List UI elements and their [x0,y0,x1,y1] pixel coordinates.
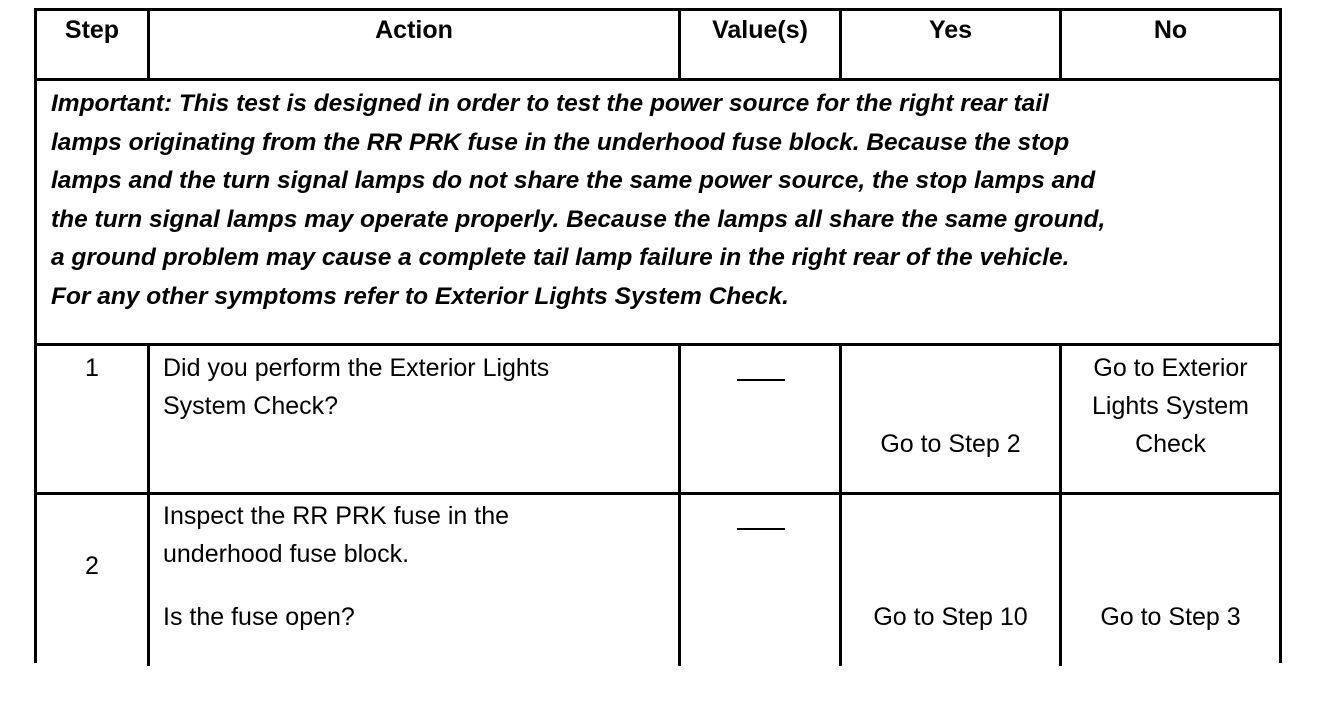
row2-step: 2 [85,552,99,580]
row1-yes: Go to Step 2 [880,430,1021,458]
row1-action-line1: Did you perform the Exterior Lights [163,354,550,382]
row1-action-line2: System Check? [163,392,339,420]
row2-no: Go to Step 3 [1100,603,1241,631]
header-bottom-rule [37,78,1279,81]
row1-values-blank [737,379,785,381]
row1-no-line3: Check [1135,430,1206,458]
row2-action-line1: Inspect the RR PRK fuse in the [163,502,510,530]
row2-yes: Go to Step 10 [873,603,1028,631]
header-no: No [1153,16,1188,44]
row2-values-blank [737,528,785,530]
row1-no-line1: Go to Exterior [1093,354,1248,382]
row2-action-line2: underhood fuse block. [163,540,410,568]
important-bottom-rule [37,343,1279,346]
row1-bottom-rule [37,492,1279,495]
row1-step: 1 [85,354,99,382]
header-action: Action [375,16,453,44]
row2-action-question: Is the fuse open? [163,603,355,631]
header-values: Value(s) [712,16,808,44]
header-yes: Yes [928,16,973,44]
body-divider-action [678,343,681,666]
body-divider-step [147,343,150,666]
important-note: Important: This test is designed in order to test the power source for the right rear tail lamps originating from the RR PRK fuse in the underhood fuse block. Because the stop lamps and the turn signal lamps do not share the same power source, the stop lamps and the turn signal lamps may operate properly. Because the lamps all share the same ground, a ground problem may cause a complete tail lamp failure in the right rear of the vehicle. For any other symptoms refer to Exterior Lights System Check. [51,90,1106,310]
row1-no-line2: Lights System [1091,392,1249,420]
header-step: Step [64,16,120,44]
diagnostic-table [34,8,1282,663]
